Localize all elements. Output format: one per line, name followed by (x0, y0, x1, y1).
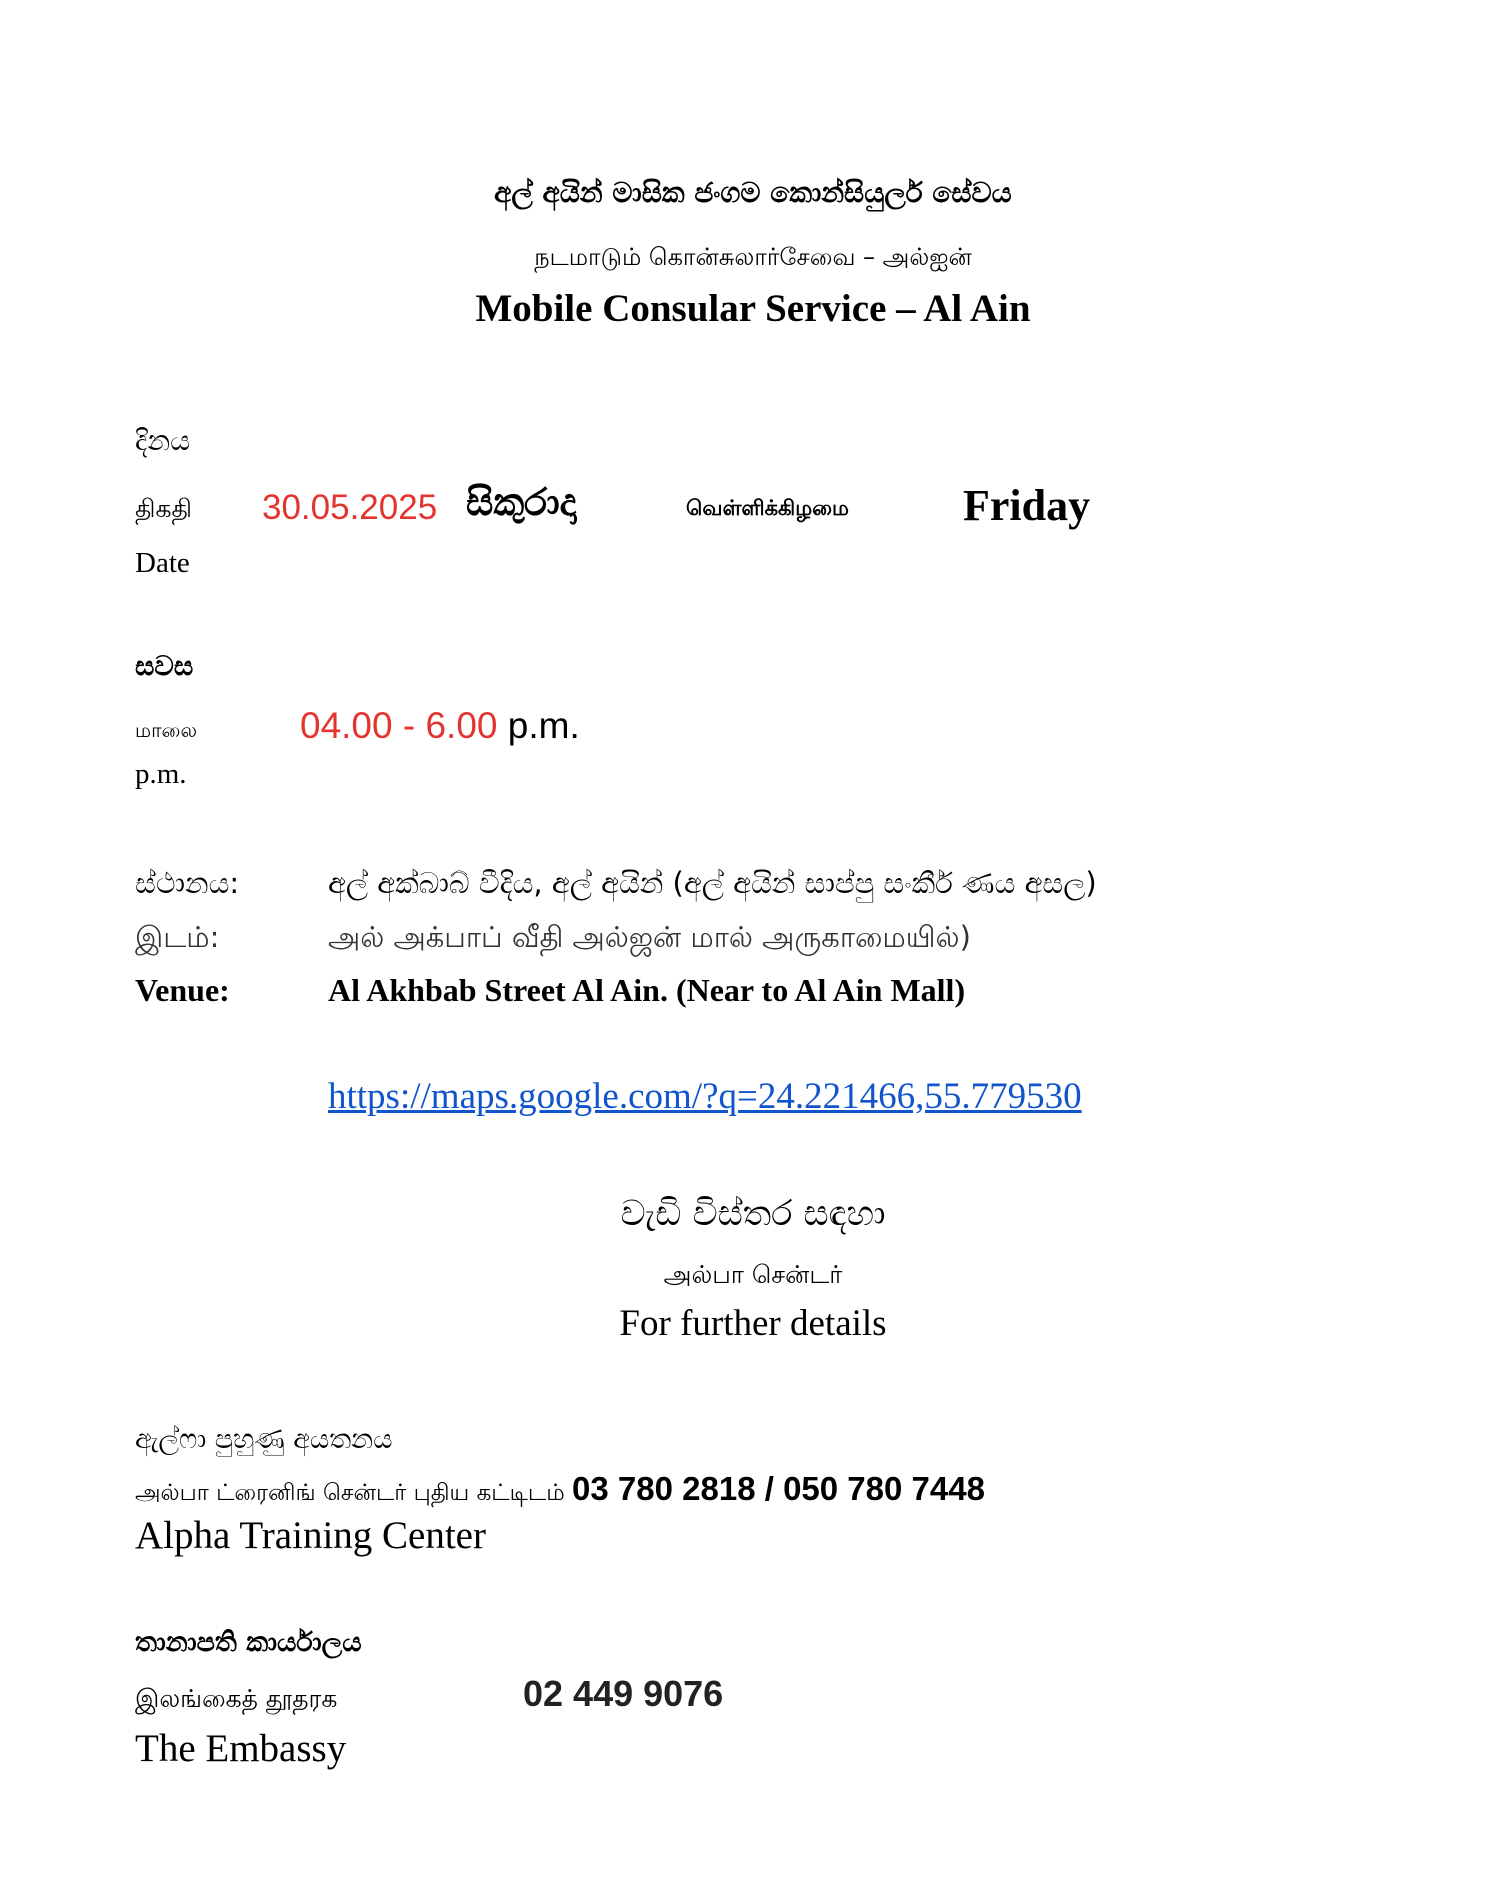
details-heading-sinhala: වැඩි විස්තර සඳහා (620, 1194, 886, 1234)
time-label-sinhala: සවස (135, 651, 194, 682)
venue-value-english: Al Akhbab Street Al Ain. (Near to Al Ain Mall) (328, 972, 966, 1008)
map-link[interactable]: https://maps.google.com/?q=24.221466,55.779530 (328, 1076, 1082, 1117)
venue-label-tamil: இடம்: (135, 920, 220, 954)
time-label-english: p.m. (135, 758, 187, 790)
alpha-phone: 03 780 2818 / 050 780 7448 (572, 1470, 985, 1507)
title-tamil: நடமாடும் கொன்சுலார்சேவை – அல்ஐன் (534, 243, 972, 271)
time-range: 04.00 - 6.00 (300, 705, 498, 746)
date-value: 30.05.2025 (262, 488, 438, 527)
date-label-english: Date (135, 547, 190, 579)
time-suffix: p.m. (497, 705, 580, 746)
details-heading-tamil: அல்பா சென்டர் (663, 1260, 843, 1289)
day-english: Friday (963, 481, 1091, 530)
venue-value-tamil: அல் அக்பாப் வீதி அல்ஜன் மால் அருகாமையில்) (328, 920, 971, 954)
venue-value-sinhala: අල් අක්බාබ් වීදිය, අල් අයින් (අල් අයින් සාප්පු සංකීර් ණය අසල) (328, 866, 1097, 900)
title-english: Mobile Consular Service – Al Ain (475, 287, 1031, 330)
alpha-label-english: Alpha Training Center (135, 1514, 486, 1557)
day-tamil: வெள்ளிக்கிழமை (686, 496, 849, 520)
venue-label-sinhala: ස්ථානය: (135, 866, 240, 900)
time-label-tamil: மாலை (135, 718, 198, 742)
details-heading-english: For further details (619, 1303, 887, 1344)
date-label-sinhala: දිනය (135, 424, 191, 457)
alpha-label-sinhala: ඇල්ෆා පුහුණු අයතනය (135, 1424, 393, 1455)
title-sinhala: අල් අයින් මාසික ජංගම කොන්සියුලර් සේවය (494, 176, 1012, 209)
embassy-label-english: The Embassy (135, 1727, 347, 1770)
embassy-label-sinhala: තානාපති කාර්යාලය (135, 1627, 362, 1658)
time-value (300, 705, 580, 747)
embassy-label-tamil: இலங்கைத் தூதரக (135, 1684, 338, 1713)
venue-label-english: Venue: (135, 972, 230, 1008)
alpha-label-tamil: அல்பா ட்ரைனிங் சென்டர் புதிய கட்டிடம் (135, 1480, 573, 1506)
date-label-tamil: திகதி (135, 494, 192, 523)
day-sinhala: සිකුරාදා (466, 480, 577, 524)
embassy-phone: 02 449 9076 (523, 1673, 724, 1714)
alpha-line (135, 1470, 985, 1509)
